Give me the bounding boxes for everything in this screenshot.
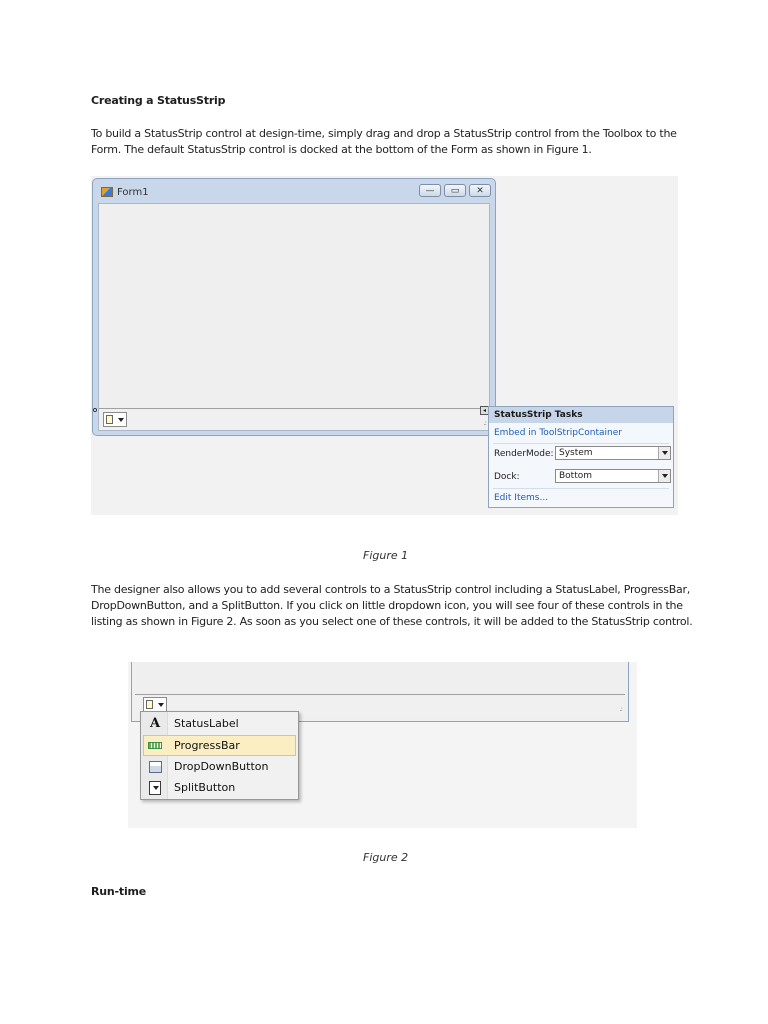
selection-handle-icon[interactable] [93, 408, 97, 412]
paragraph-designer-line3: listing as shown in Figure 2. As soon as you select one of these controls, it will be added to the StatusStrip control. [91, 615, 693, 628]
dropdownbutton-icon [149, 761, 162, 773]
progressbar-icon [148, 742, 162, 749]
maximize-icon: ▭ [450, 186, 460, 196]
menu-item-label: DropDownButton [174, 760, 269, 773]
dropdown-arrow-icon [158, 703, 164, 707]
statusstrip-tasks-panel [488, 406, 674, 508]
paragraph-intro-line2: Form. The default StatusStrip control is docked at the bottom of the Form as shown in Figure 1. [91, 143, 592, 156]
form1-window [92, 178, 496, 436]
dock-value: Bottom [559, 471, 593, 481]
paragraph-designer-line1: The designer also allows you to add several controls to a StatusStrip control including a StatusLabel, ProgressBar, [91, 583, 691, 596]
statuslabel-icon: A [149, 716, 161, 731]
resize-grip-icon[interactable]: .: [483, 419, 486, 427]
rendermode-label: RenderMode: [494, 449, 554, 459]
close-icon: ✕ [476, 186, 484, 196]
form-icon [101, 187, 113, 197]
menu-item-splitbutton[interactable] [143, 777, 296, 798]
maximize-button[interactable] [444, 184, 466, 197]
rendermode-combobox[interactable] [555, 446, 671, 460]
rendermode-dropdown-icon[interactable] [658, 447, 670, 459]
new-item-icon [146, 700, 153, 709]
tasks-panel-title: StatusStrip Tasks [489, 407, 673, 423]
menu-item-label: StatusLabel [174, 717, 239, 730]
menu-item-statuslabel[interactable] [143, 713, 296, 734]
edit-items-link[interactable]: Edit Items... [494, 493, 549, 503]
dock-dropdown-icon[interactable] [658, 470, 670, 482]
heading-run-time: Run-time [91, 885, 147, 898]
add-item-dropdown-button[interactable] [103, 412, 127, 427]
embed-toolstripcontainer-link[interactable]: Embed in ToolStripContainer [494, 428, 622, 438]
splitbutton-icon [149, 781, 161, 795]
window-title: Form1 [117, 186, 149, 198]
dock-label: Dock: [494, 472, 520, 482]
menu-item-dropdownbutton[interactable] [143, 756, 296, 777]
form-client-area [98, 203, 490, 431]
paragraph-intro-line1: To build a StatusStrip control at design-time, simply drag and drop a StatusStrip control from the Toolbox to the [91, 127, 677, 140]
rendermode-value: System [559, 448, 593, 458]
smart-tag-arrow-icon: ◂ [482, 407, 486, 414]
add-item-dropdown-button[interactable] [143, 697, 167, 712]
figure1-caption: Figure 1 [363, 549, 409, 562]
window-title-bar [101, 184, 149, 200]
tasks-divider [493, 443, 669, 444]
minimize-button[interactable] [419, 184, 441, 197]
dropdown-arrow-icon [118, 418, 124, 422]
paragraph-designer-line2: DropDownButton, and a SplitButton. If you click on little dropdown icon, you will see four of these controls in the [91, 599, 683, 612]
statusstrip[interactable] [99, 408, 489, 430]
dock-combobox[interactable] [555, 469, 671, 483]
resize-grip-icon[interactable]: .: [619, 705, 622, 713]
new-item-icon [106, 415, 113, 424]
menu-item-progressbar[interactable] [143, 735, 296, 756]
figure2-caption: Figure 2 [363, 851, 409, 864]
close-button[interactable] [469, 184, 491, 197]
menu-item-label: ProgressBar [174, 739, 240, 752]
minimize-icon: — [425, 186, 435, 196]
window-controls [419, 184, 491, 197]
tasks-divider [493, 488, 669, 489]
menu-item-label: SplitButton [174, 781, 236, 794]
add-item-dropdown-menu [140, 711, 299, 800]
heading-creating-statusstrip: Creating a StatusStrip [91, 94, 226, 107]
